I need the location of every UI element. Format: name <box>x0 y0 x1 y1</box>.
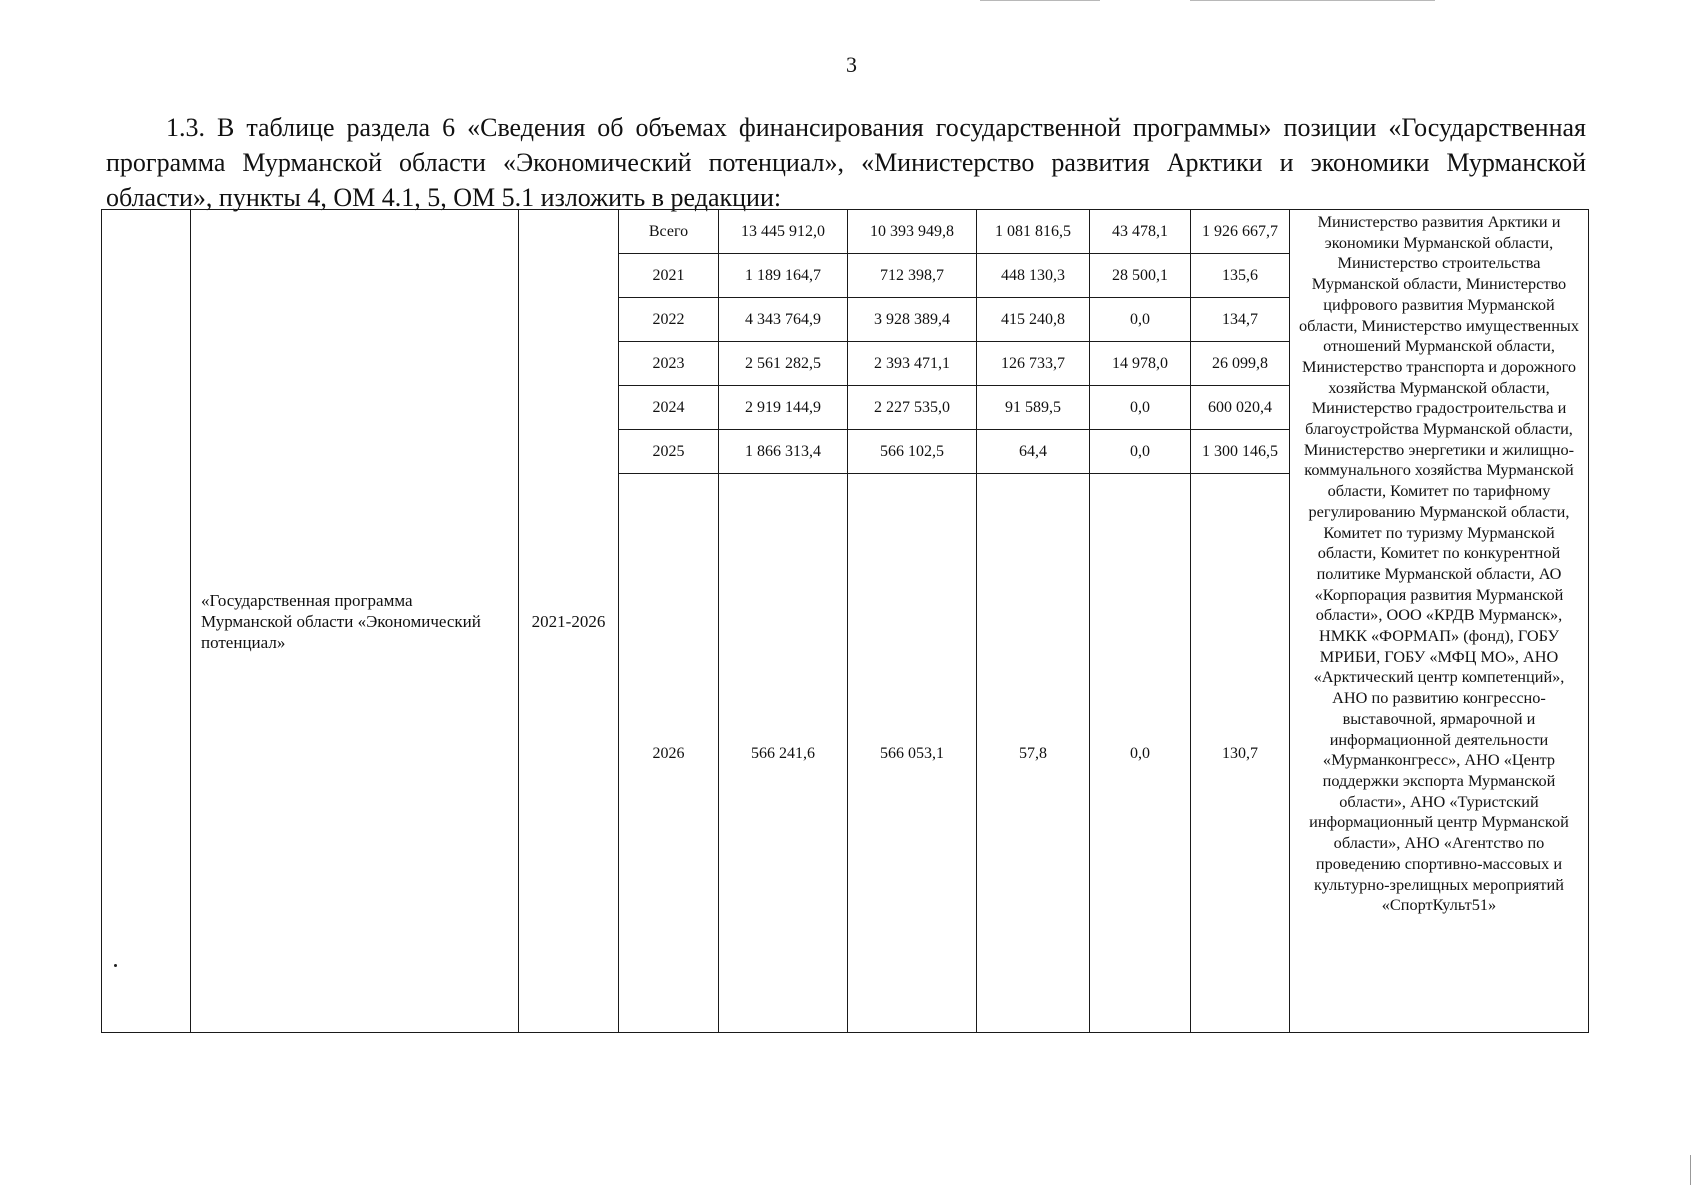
local-budget-cell: 0,0 <box>1090 430 1191 474</box>
total-cell: 566 241,6 <box>719 474 848 1033</box>
year-cell: 2026 <box>619 474 719 1033</box>
financing-table <box>101 209 1589 1033</box>
year-cell: 2023 <box>619 342 719 386</box>
federal-budget-cell: 91 589,5 <box>977 386 1090 430</box>
other-sources-cell: 134,7 <box>1191 298 1290 342</box>
regional-budget-cell: 712 398,7 <box>848 254 977 298</box>
regional-budget-cell: 566 053,1 <box>848 474 977 1033</box>
total-cell: 1 189 164,7 <box>719 254 848 298</box>
regional-budget-cell: 566 102,5 <box>848 430 977 474</box>
top-edge-rule <box>1190 0 1435 1</box>
local-budget-cell: 43 478,1 <box>1090 210 1191 254</box>
year-cell: 2021 <box>619 254 719 298</box>
table-row <box>102 210 1589 254</box>
intro-paragraph: 1.3. В таблице раздела 6 «Сведения об объемах финансирования государственной программы» позиции «Государственная программа Мурманской области «Экономический потенциал», «Министерство развития Арктики и экономики Мурманской области», пункты 4, ОМ 4.1, 5, ОМ 5.1 изложить в редакции: <box>106 113 1586 212</box>
period-cell: 2021-2026 <box>519 210 619 1033</box>
regional-budget-cell: 3 928 389,4 <box>848 298 977 342</box>
federal-budget-cell: 448 130,3 <box>977 254 1090 298</box>
federal-budget-cell: 64,4 <box>977 430 1090 474</box>
local-budget-cell: 0,0 <box>1090 298 1191 342</box>
top-edge-rule <box>980 0 1100 1</box>
regional-budget-cell: 10 393 949,8 <box>848 210 977 254</box>
other-sources-cell: 1 926 667,7 <box>1191 210 1290 254</box>
regional-budget-cell: 2 393 471,1 <box>848 342 977 386</box>
local-budget-cell: 28 500,1 <box>1090 254 1191 298</box>
year-cell: 2022 <box>619 298 719 342</box>
stray-dot <box>114 964 117 967</box>
other-sources-cell: 135,6 <box>1191 254 1290 298</box>
executors-cell: Министерство развития Арктики и экономики Мурманской области, Министерство строительства Мурманской области, Министерство цифрового развития Мурманской области, Министерство имущественных отношений Мурманской области, Министерство транспорта и дорожного хозяйства Мурманской области, Министерство градостроительства и благоустройства Мурманской области, Министерство энергетики и жилищно-коммунального хозяйства Мурманской области, Комитет по тарифному регулированию Мурманской области, Комитет по туризму Мурманской области, Комитет по конкурентной политике Мурманской области, АО «Корпорация развития Мурманской области», ООО «КРДВ Мурманск», НМКК «ФОРМАП» (фонд), ГОБУ МРИБИ, ГОБУ «МФЦ МО», АНО «Арктический центр компетенций», АНО по развитию конгрессно-выставочной, ярмарочной и информационной деятельности «Мурманконгресс», АНО «Центр поддержки экспорта Мурманской области», АНО «Туристский информационный центр Мурманской области», АНО «Агентство по проведению спортивно-массовых и культурно-зрелищных мероприятий «СпортКульт51» <box>1290 210 1589 1033</box>
total-cell: 1 866 313,4 <box>719 430 848 474</box>
federal-budget-cell: 1 081 816,5 <box>977 210 1090 254</box>
federal-budget-cell: 57,8 <box>977 474 1090 1033</box>
federal-budget-cell: 415 240,8 <box>977 298 1090 342</box>
row-number-cell <box>102 210 191 1033</box>
local-budget-cell: 0,0 <box>1090 474 1191 1033</box>
other-sources-cell: 130,7 <box>1191 474 1290 1033</box>
other-sources-cell: 1 300 146,5 <box>1191 430 1290 474</box>
year-cell: 2024 <box>619 386 719 430</box>
local-budget-cell: 14 978,0 <box>1090 342 1191 386</box>
other-sources-cell: 600 020,4 <box>1191 386 1290 430</box>
page-number: 3 <box>846 52 857 77</box>
year-cell: Всего <box>619 210 719 254</box>
federal-budget-cell: 126 733,7 <box>977 342 1090 386</box>
total-cell: 2 919 144,9 <box>719 386 848 430</box>
program-name-cell: «Государственная программа Мурманской области «Экономический потенциал» <box>191 210 519 1033</box>
regional-budget-cell: 2 227 535,0 <box>848 386 977 430</box>
local-budget-cell: 0,0 <box>1090 386 1191 430</box>
other-sources-cell: 26 099,8 <box>1191 342 1290 386</box>
total-cell: 2 561 282,5 <box>719 342 848 386</box>
year-cell: 2025 <box>619 430 719 474</box>
total-cell: 13 445 912,0 <box>719 210 848 254</box>
scan-edge-mark <box>1690 1155 1693 1185</box>
total-cell: 4 343 764,9 <box>719 298 848 342</box>
